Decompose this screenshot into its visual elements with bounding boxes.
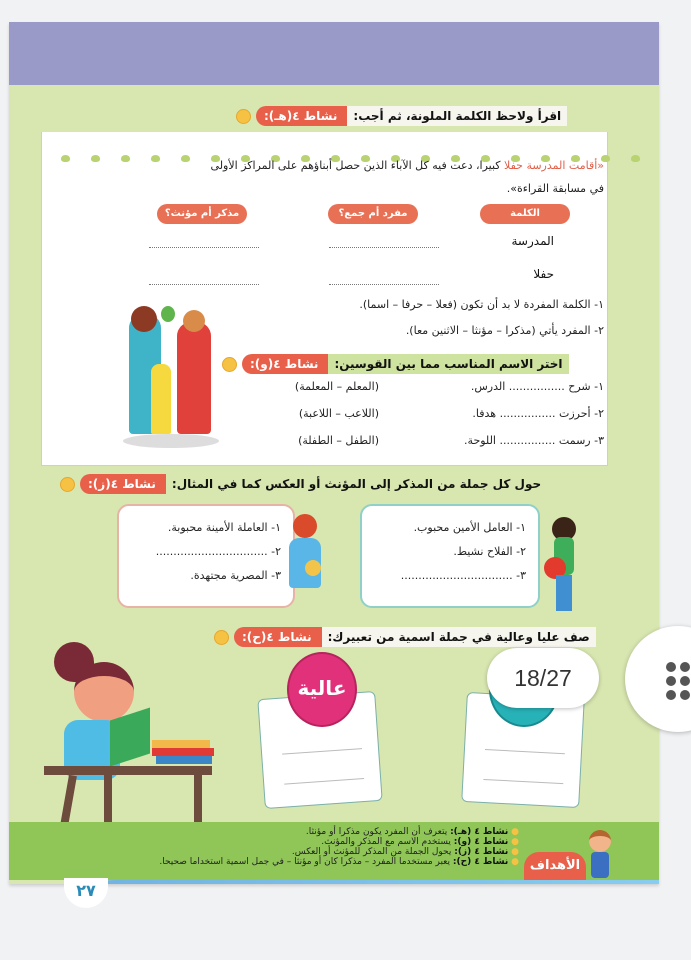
boy-waving-illustration [587,830,613,880]
page-header-band [9,22,659,85]
answer-blank[interactable] [329,284,439,285]
star-icon [61,478,74,491]
table-header-word: الكلمة [480,204,570,224]
feminine-box: ١- العاملة الأمينة محبوبة. ٢- ................................ ٣- المصرية مجتهدة. [117,504,295,608]
page-indicator: 18/27 [487,648,599,708]
objectives-label: الأهداف [524,852,586,882]
item-choices: (الطفل – الطفلة) [298,434,379,447]
grid-dots-icon [666,662,690,700]
activity-h-header [241,106,567,126]
textbook-page [9,22,659,884]
activity-w-header [227,354,569,374]
activity-title: اقرأ ولاحظ الكلمة الملونة، ثم أجب: [347,106,567,126]
item-sentence: ١- شرح ................ الدرس. [470,380,604,393]
answer-blank[interactable]: ٢- ................................ [155,545,281,558]
activity-badge: نشاط ٤(ح): [234,627,322,647]
objectives-list: ● نشاط ٤ (هـ): يتعرف أن المفرد يكون مذكرا أو مؤنثا. ● نشاط ٤ (و): يستخدم الاسم مع المذكر والمؤنث. ● نشاط ٤ (ز): يحول الجملة من المذكر للمؤنث أو العكس. ● نشاط ٤ (ح): يعبر مستخدما المفرد – مذكرا كان أو مؤنثا – في جمل اسمية استخداما صحيحا. [159,827,519,867]
question-1: ١- الكلمة المفردة لا بد أن تكون (فعلا – حرفا – اسما). [359,298,604,311]
girl-illustration [285,514,327,614]
item-choices: (المعلم – المعلمة) [294,380,379,393]
activity-title: حول كل جملة من المذكر إلى المؤنث أو العكس كما في المثال: [171,477,542,491]
question-2: ٢- المفرد يأتي (مذكرا – مؤنثا – الاثنين معا). [405,324,604,337]
page-number: ٢٧ [64,878,108,908]
table-word-1: المدرسة [511,234,554,248]
balloon-alia: عالية [287,652,357,727]
star-icon [215,631,228,644]
star-icon [223,358,236,371]
answer-blank[interactable] [149,247,259,248]
passage-line-1: «أقامت المدرسة حفلا كبيرا، دعت فيه كل الآباء الذين حصل أبناؤهم على المراكز الأولى [210,159,604,172]
passage-line-2: في مسابقة القراءة». [506,182,604,195]
table-word-2: حفلا [533,267,554,281]
activity-badge: نشاط ٤(و): [242,354,328,374]
answer-blank[interactable] [149,284,259,285]
activity-h2-header [219,627,596,647]
boy-illustration [544,517,584,617]
star-icon [237,110,250,123]
item-sentence: ٣- رسمت ................ اللوحة. [464,434,604,447]
masculine-box: ١- العامل الأمين محبوب. ٢- الفلاح نشيط. ٣- ................................ [360,504,540,608]
table-header-gender: مذكر أم مؤنث؟ [157,204,247,224]
family-illustration [117,304,227,449]
table-header-number: مفرد أم جمع؟ [328,204,418,224]
activity-badge: نشاط ٤(هـ): [256,106,347,126]
answer-blank[interactable] [329,247,439,248]
item-choices: (اللاعب – اللاعبة) [298,407,379,420]
activity-title: اختر الاسم المناسب مما بين القوسين: [328,354,568,374]
activity-z-header [65,474,547,494]
item-sentence: ٢- أحرزت ................ هدفا. [472,407,604,420]
colored-word: «أقامت المدرسة حفلا [504,159,604,172]
activity-title: صف عليا وعالية في جملة اسمية من تعبيرك: [322,627,596,647]
activity-badge: نشاط ٤(ز): [80,474,166,494]
answer-blank[interactable]: ٣- ................................ [400,569,526,582]
